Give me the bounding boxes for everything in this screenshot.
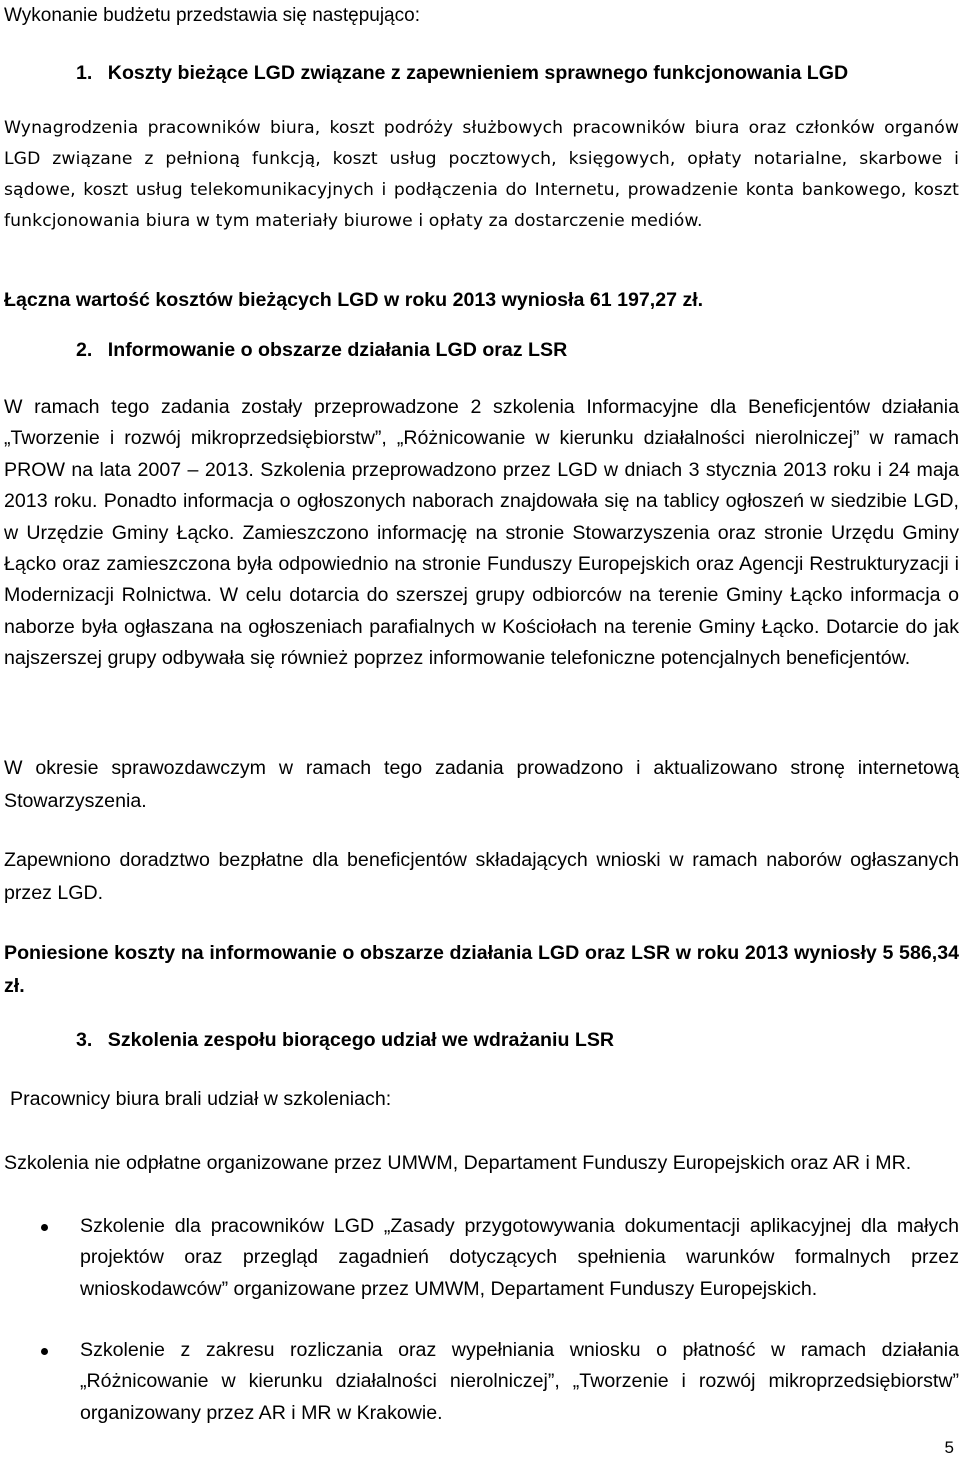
section-1-heading bbox=[76, 62, 848, 85]
section-1-title: Koszty bieżące LGD związane z zapewnieniem sprawnego funkcjonowania LGD bbox=[107, 62, 849, 84]
section-3-paragraph-2: Szkolenia nie odpłatne organizowane przez UMWM, Departament Funduszy Europejskich oraz AR i MR. bbox=[4, 1152, 912, 1174]
section-2-heading bbox=[76, 339, 567, 362]
bullet-icon bbox=[41, 1224, 48, 1231]
section-2-title: Informowanie o obszarze działania LGD oraz LSR bbox=[107, 339, 568, 361]
section-3-title: Szkolenia zespołu biorącego udział we wdrażaniu LSR bbox=[107, 1029, 615, 1051]
section-2-paragraph-1: W ramach tego zadania zostały przeprowadzone 2 szkolenia Informacyjne dla Beneficjentów działania „Tworzenie i rozwój mikroprzedsiębiorstw”, „Różnicowanie w kierunku działalności nierolniczej” w ramach PROW na lata 2007 – 2013. Szkolenia przeprowadzono przez LGD w dniach 3 stycznia 2013 roku i 24 maja 2013 roku. Ponadto informacja o ogłoszonych naborach znajdowała się na tablicy ogłoszeń w siedzibie LGD, w Urzędzie Gminy Łącko. Zamieszczono informację na stronie Stowarzyszenia oraz stronie Urzędu Gminy Łącko oraz zamieszczona była odpowiednio na stronie Funduszy Europejskich oraz Agencji Restrukturyzacji i Modernizacji Rolnictwa. W celu dotarcia do szerszej grupy odbiorców na terenie Gminy Łącko informacja o naborze była ogłaszana na ogłoszeniach parafialnych w Kościołach na terenie Gminy Łącko. Dotarcie do jak najszerszej grupy odbywała się również poprzez informowanie telefoniczne potencjalnych beneficjentów. bbox=[4, 396, 959, 670]
intro-text: Wykonanie budżetu przedstawia się następująco: bbox=[4, 5, 420, 26]
section-1-body: Wynagrodzenia pracowników biura, koszt podróży służbowych pracowników biura oraz członków organów LGD związane z pełnioną funkcją, koszt usług pocztowych, księgowych, opłaty notarialne, skarbowe i sądowe, koszt usług telekomunikacyjnych i podłączenia do Internetu, prowadzenie konta bankowego, koszt funkcjonowania biura w tym materiały biurowe i opłaty za dostarczenie mediów. bbox=[4, 118, 959, 231]
bullet-icon bbox=[41, 1348, 48, 1355]
section-1-number: 1. bbox=[76, 62, 93, 84]
bullet-item bbox=[4, 1335, 959, 1429]
section-1-total: Łączna wartość kosztów bieżących LGD w roku 2013 wyniosła 61 197,27 zł. bbox=[4, 289, 704, 311]
section-3-paragraph-1: Pracownicy biura brali udział w szkoleniach: bbox=[10, 1088, 392, 1110]
section-2-paragraph-2: W okresie sprawozdawczym w ramach tego zadania prowadzono i aktualizowano stronę internetową Stowarzyszenia. bbox=[4, 757, 959, 812]
section-3-heading bbox=[76, 1029, 614, 1052]
bullet-item bbox=[4, 1211, 959, 1305]
page-number: 5 bbox=[944, 1438, 954, 1457]
section-2-total: Poniesione koszty na informowanie o obszarze działania LGD oraz LSR w roku 2013 wyniosły 5 586,34 zł. bbox=[4, 942, 959, 997]
bullet-text: Szkolenie dla pracowników LGD „Zasady przygotowywania dokumentacji aplikacyjnej dla małych projektów oraz przegląd zagadnień dotyczących spełnienia warunków formalnych przez wnioskodawców” organizowane przez UMWM, Departament Funduszy Europejskich. bbox=[80, 1215, 959, 1300]
section-2-paragraph-3: Zapewniono doradztwo bezpłatne dla beneficjentów składających wnioski w ramach naborów ogłaszanych przez LGD. bbox=[4, 849, 959, 904]
section-3-number: 3. bbox=[76, 1029, 93, 1051]
bullet-text: Szkolenie z zakresu rozliczania oraz wypełniania wniosku o płatność w ramach działania „Różnicowanie w kierunku działalności nierolniczej”, „Tworzenie i rozwój mikroprzedsiębiorstw” organizowany przez AR i MR w Krakowie. bbox=[80, 1339, 959, 1424]
section-2-number: 2. bbox=[76, 339, 93, 361]
